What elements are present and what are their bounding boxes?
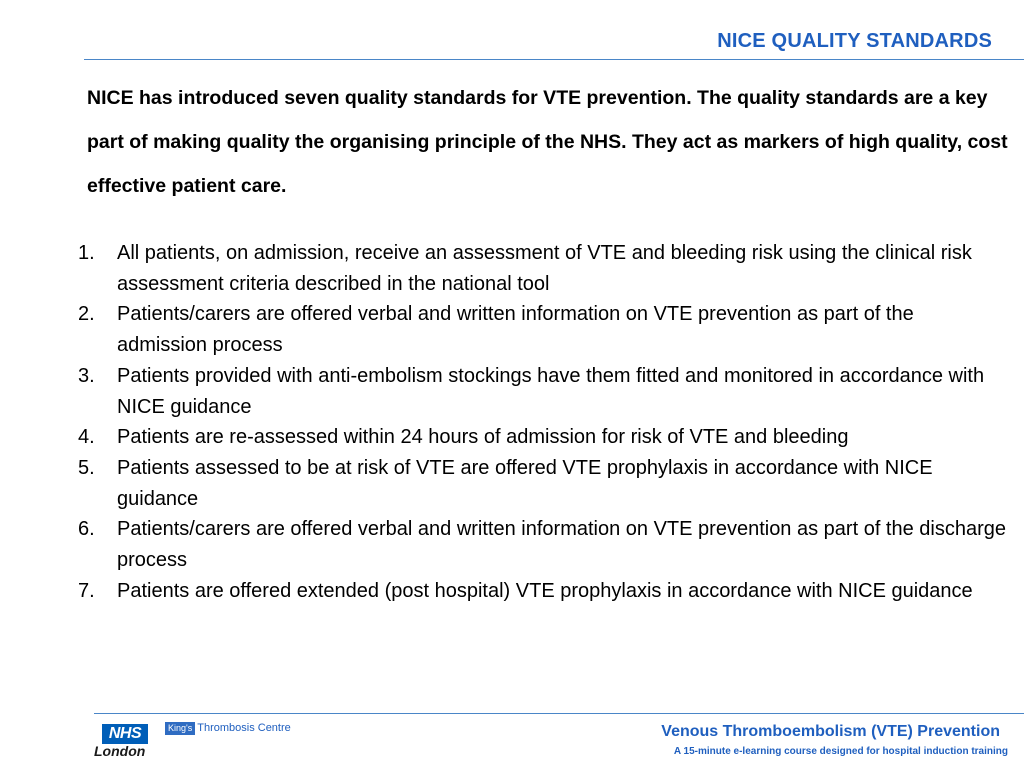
list-item	[78, 422, 1008, 453]
intro-paragraph: NICE has introduced seven quality standards for VTE prevention. The quality standards are a key part of making quality the organising principle of the NHS. They act as markers of high quality, cost effective patient care.	[87, 87, 1008, 197]
course-subtitle: A 15-minute e-learning course designed for hospital induction training	[673, 746, 1008, 757]
course-title: Venous Thromboembolism (VTE) Prevention	[661, 723, 1000, 740]
kings-logo-tag: King's	[165, 722, 195, 735]
standards-list	[78, 238, 1008, 606]
list-item-number: 2.	[78, 303, 95, 326]
footer-divider	[94, 713, 1024, 714]
list-item	[78, 299, 1008, 360]
list-item	[78, 361, 1008, 422]
list-item-text: Patients/carers are offered verbal and written information on VTE prevention as part of the discharge process	[117, 518, 1007, 572]
nhs-region-label: London	[94, 743, 146, 759]
list-item-number: 6.	[78, 518, 95, 541]
list-item	[78, 576, 1008, 607]
list-item-number: 7.	[78, 579, 95, 602]
list-item-number: 1.	[78, 242, 95, 264]
list-item-text: Patients are re-assessed within 24 hours of admission for risk of VTE and bleeding	[117, 426, 849, 449]
page-title: NICE QUALITY STANDARDS	[717, 30, 992, 52]
list-item	[78, 238, 1008, 299]
list-item-number: 5.	[78, 456, 95, 479]
list-item	[78, 514, 1008, 575]
list-item-text: Patients provided with anti-embolism stockings have them fitted and monitored in accordance with NICE guidance	[117, 364, 985, 418]
title-divider	[84, 59, 1024, 60]
list-item-text: Patients/carers are offered verbal and written information on VTE prevention as part of the admission process	[117, 303, 914, 357]
list-item-text: Patients are offered extended (post hospital) VTE prophylaxis in accordance with NICE guidance	[117, 579, 973, 602]
kings-logo-name: Thrombosis Centre	[197, 722, 291, 734]
kings-thrombosis-centre-logo	[165, 722, 291, 735]
list-item-number: 4.	[78, 426, 95, 449]
list-item	[78, 453, 1008, 514]
list-item-number: 3.	[78, 364, 95, 387]
list-item-text: All patients, on admission, receive an assessment of VTE and bleeding risk using the clinical risk assessment criteria described in the national tool	[117, 242, 972, 295]
nhs-logo: NHS	[102, 724, 148, 744]
list-item-text: Patients assessed to be at risk of VTE are offered VTE prophylaxis in accordance with NICE guidance	[117, 456, 933, 510]
